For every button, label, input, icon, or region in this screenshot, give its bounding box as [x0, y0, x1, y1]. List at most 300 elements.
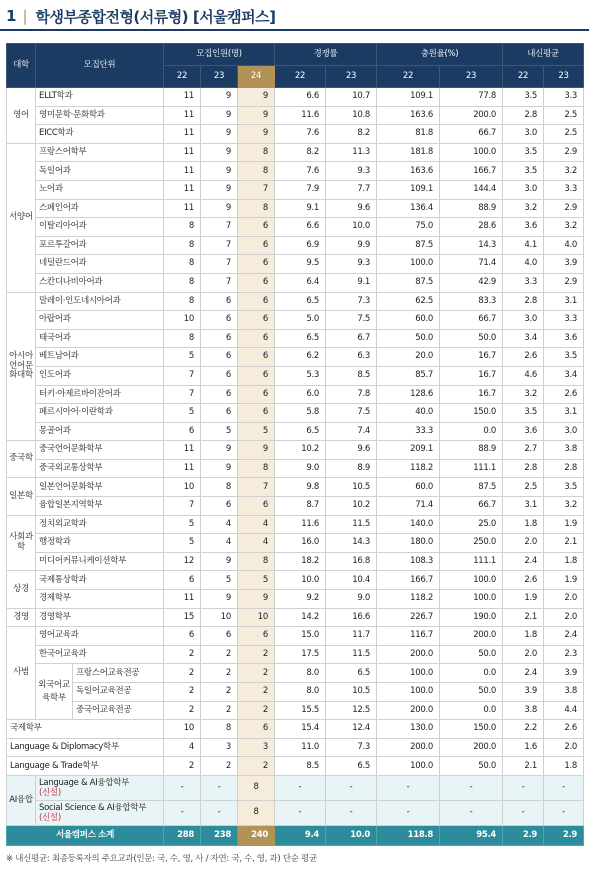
grade-23: 3.1: [544, 292, 584, 311]
grade-22: 3.0: [503, 180, 544, 199]
quota-23: 6: [201, 348, 238, 367]
quota-24: 6: [238, 255, 275, 274]
grade-23: 2.1: [544, 534, 584, 553]
grade-22: 3.2: [503, 199, 544, 218]
fill-rate-22: 118.2: [377, 459, 440, 478]
quota-23: 9: [201, 590, 238, 609]
quota-24: 2: [238, 701, 275, 720]
grade-23: 2.9: [544, 199, 584, 218]
college-group: 중국학: [7, 441, 36, 478]
quota-23: 6: [201, 329, 238, 348]
grade-22: 2.8: [503, 106, 544, 125]
unit-name: 정치외교학과: [36, 515, 164, 534]
grade-23: 3.2: [544, 497, 584, 516]
grade-23: 2.0: [544, 590, 584, 609]
grade-23: 2.8: [544, 459, 584, 478]
quota-24: 8: [238, 143, 275, 162]
total-quota-22: 288: [164, 825, 201, 845]
grade-22: -: [503, 800, 544, 825]
competition-23: 9.1: [326, 273, 377, 292]
quota-24: 9: [238, 590, 275, 609]
quota-24: 6: [238, 404, 275, 423]
grade-23: 3.5: [544, 478, 584, 497]
table-row: [7, 683, 584, 702]
quota-24: 3: [238, 738, 275, 757]
unit-name: 몽골어과: [36, 422, 164, 441]
quota-22: 2: [164, 645, 201, 664]
fill-rate-23: 66.7: [440, 311, 503, 330]
year-header: 22: [503, 66, 544, 88]
page-header: [6, 4, 276, 28]
unit-name: 노어과: [36, 180, 164, 199]
total-quota-24: 240: [238, 825, 275, 845]
table-row: [7, 236, 584, 255]
fill-rate-23: 88.9: [440, 199, 503, 218]
college-group: 사범: [7, 627, 36, 720]
grade-22: 1.6: [503, 738, 544, 757]
footnote: ※ 내신평균: 최종등록자의 주요교과(인문: 국, 수, 영, 사 / 자연: 국, 수, 영, 과) 단순 평균: [6, 854, 317, 864]
grade-23: 2.9: [544, 143, 584, 162]
unit-name: 영미문학·문화학과: [36, 106, 164, 125]
quota-24: 9: [238, 125, 275, 144]
fill-rate-23: 200.0: [440, 738, 503, 757]
fill-rate-23: 0.0: [440, 664, 503, 683]
unit-name: EICC학과: [36, 125, 164, 144]
quota-24: 8: [238, 199, 275, 218]
grade-23: 3.9: [544, 255, 584, 274]
competition-23: 9.6: [326, 441, 377, 460]
competition-23: 10.5: [326, 683, 377, 702]
grade-22: 2.8: [503, 292, 544, 311]
college-group: 아시아언어문화대학: [7, 292, 36, 441]
fill-rate-23: -: [440, 775, 503, 800]
fill-rate-22: 87.5: [377, 236, 440, 255]
grade-22: 3.5: [503, 404, 544, 423]
unit-name: 스페인어과: [36, 199, 164, 218]
quota-24: 6: [238, 218, 275, 237]
quota-22: 2: [164, 757, 201, 776]
unit-name-text: Language & AI융합학부: [39, 777, 130, 788]
year-header: 22: [275, 66, 326, 88]
col-fill-rate: 충원율(%): [377, 44, 503, 66]
year-header: 23: [440, 66, 503, 88]
quota-22: 15: [164, 608, 201, 627]
fill-rate-23: 16.7: [440, 348, 503, 367]
competition-22: 6.2: [275, 348, 326, 367]
college-group: 영어: [7, 88, 36, 144]
quota-22: 8: [164, 292, 201, 311]
table-body: [7, 88, 584, 846]
quota-22: 2: [164, 701, 201, 720]
subgroup-label: 외국어교육학부: [36, 664, 73, 720]
fill-rate-22: 140.0: [377, 515, 440, 534]
unit-name: [36, 800, 164, 825]
fill-rate-22: 100.0: [377, 255, 440, 274]
fill-rate-23: 66.7: [440, 497, 503, 516]
competition-23: -: [326, 775, 377, 800]
quota-23: 9: [201, 125, 238, 144]
quota-23: 9: [201, 199, 238, 218]
table-row: [7, 273, 584, 292]
quota-22: 5: [164, 515, 201, 534]
table-row: [7, 88, 584, 107]
grade-23: 2.5: [544, 125, 584, 144]
competition-23: 7.4: [326, 422, 377, 441]
fill-rate-23: -: [440, 800, 503, 825]
unit-name-text: Social Science & AI융합학부: [39, 802, 147, 813]
unit-name: [36, 775, 164, 800]
fill-rate-22: 40.0: [377, 404, 440, 423]
fill-rate-22: 81.8: [377, 125, 440, 144]
competition-22: 8.0: [275, 683, 326, 702]
quota-23: 7: [201, 218, 238, 237]
quota-24: 6: [238, 292, 275, 311]
quota-22: 6: [164, 571, 201, 590]
quota-23: 9: [201, 88, 238, 107]
grade-22: 1.8: [503, 515, 544, 534]
quota-22: 5: [164, 404, 201, 423]
competition-23: 10.5: [326, 478, 377, 497]
quota-23: 4: [201, 515, 238, 534]
fill-rate-23: 111.1: [440, 459, 503, 478]
college-group: 서양어: [7, 143, 36, 292]
fill-rate-23: 144.4: [440, 180, 503, 199]
unit-name: 태국어과: [36, 329, 164, 348]
table-row: [7, 701, 584, 720]
competition-22: 8.7: [275, 497, 326, 516]
competition-22: 11.6: [275, 515, 326, 534]
unit-name: 중국어교육전공: [73, 701, 164, 720]
quota-22: 11: [164, 106, 201, 125]
total-grade-22: 2.9: [503, 825, 544, 845]
unit-name: 중국외교통상학부: [36, 459, 164, 478]
table-row: [7, 515, 584, 534]
fill-rate-23: 87.5: [440, 478, 503, 497]
col-unit: 모집단위: [36, 44, 164, 88]
quota-22: 10: [164, 720, 201, 739]
quota-24: 6: [238, 497, 275, 516]
competition-22: 14.2: [275, 608, 326, 627]
quota-23: 2: [201, 701, 238, 720]
grade-23: 1.9: [544, 515, 584, 534]
competition-23: 11.5: [326, 515, 377, 534]
competition-22: 16.0: [275, 534, 326, 553]
grade-22: 3.3: [503, 273, 544, 292]
competition-23: 9.6: [326, 199, 377, 218]
fill-rate-22: 116.7: [377, 627, 440, 646]
quota-23: 8: [201, 720, 238, 739]
fill-rate-22: 200.0: [377, 701, 440, 720]
competition-22: 11.6: [275, 106, 326, 125]
grade-23: 1.9: [544, 571, 584, 590]
competition-22: 18.2: [275, 552, 326, 571]
quota-23: 4: [201, 534, 238, 553]
fill-rate-22: 181.8: [377, 143, 440, 162]
quota-24: 8: [238, 800, 275, 825]
competition-22: 15.0: [275, 627, 326, 646]
college-group: 일본학: [7, 478, 36, 515]
unit-name: 국제학부: [7, 720, 164, 739]
fill-rate-23: 111.1: [440, 552, 503, 571]
table-row-new: [7, 775, 584, 800]
competition-22: 8.2: [275, 143, 326, 162]
grade-22: 3.0: [503, 125, 544, 144]
grade-22: 3.5: [503, 143, 544, 162]
year-header: 23: [326, 66, 377, 88]
quota-24: 6: [238, 348, 275, 367]
table-row: [7, 590, 584, 609]
unit-name: ELLT학과: [36, 88, 164, 107]
table-row: [7, 422, 584, 441]
grade-22: 3.1: [503, 497, 544, 516]
competition-22: 10.0: [275, 571, 326, 590]
quota-23: 2: [201, 664, 238, 683]
unit-name: 인도어과: [36, 366, 164, 385]
grade-23: 2.6: [544, 385, 584, 404]
year-header: 23: [544, 66, 584, 88]
competition-23: 11.7: [326, 627, 377, 646]
grade-22: 4.0: [503, 255, 544, 274]
grade-22: 1.8: [503, 627, 544, 646]
fill-rate-22: -: [377, 775, 440, 800]
quota-24: 9: [238, 88, 275, 107]
college-group: 사회과학: [7, 515, 36, 571]
quota-23: 8: [201, 478, 238, 497]
fill-rate-23: 71.4: [440, 255, 503, 274]
fill-rate-22: 136.4: [377, 199, 440, 218]
fill-rate-23: 200.0: [440, 627, 503, 646]
quota-24: 6: [238, 311, 275, 330]
quota-22: 7: [164, 497, 201, 516]
fill-rate-23: 150.0: [440, 720, 503, 739]
college-group: 상경: [7, 571, 36, 608]
quota-23: 5: [201, 422, 238, 441]
grade-23: 2.4: [544, 627, 584, 646]
header-rule: [0, 29, 589, 31]
col-competition: 경쟁률: [275, 44, 377, 66]
competition-23: 10.2: [326, 497, 377, 516]
fill-rate-22: 200.0: [377, 645, 440, 664]
grade-23: 2.9: [544, 273, 584, 292]
quota-24: 6: [238, 627, 275, 646]
quota-22: 11: [164, 441, 201, 460]
grade-23: 4.0: [544, 236, 584, 255]
unit-name: 독일어교육전공: [73, 683, 164, 702]
competition-23: 6.5: [326, 757, 377, 776]
competition-22: 8.0: [275, 664, 326, 683]
unit-name: 경제학부: [36, 590, 164, 609]
competition-23: 9.3: [326, 162, 377, 181]
grade-22: 2.2: [503, 720, 544, 739]
new-badge: (신설): [39, 787, 61, 798]
competition-22: 6.0: [275, 385, 326, 404]
fill-rate-22: 60.0: [377, 478, 440, 497]
quota-24: 6: [238, 720, 275, 739]
quota-22: 10: [164, 478, 201, 497]
competition-22: 5.8: [275, 404, 326, 423]
competition-23: 7.3: [326, 292, 377, 311]
competition-23: 6.7: [326, 329, 377, 348]
quota-22: 2: [164, 683, 201, 702]
table-row: [7, 404, 584, 423]
quota-23: 9: [201, 180, 238, 199]
fill-rate-22: 62.5: [377, 292, 440, 311]
competition-22: 6.9: [275, 236, 326, 255]
competition-23: 16.6: [326, 608, 377, 627]
quota-22: 11: [164, 459, 201, 478]
fill-rate-22: 85.7: [377, 366, 440, 385]
fill-rate-23: 77.8: [440, 88, 503, 107]
college-group: AI융합: [7, 775, 36, 825]
grade-22: 3.6: [503, 218, 544, 237]
fill-rate-22: 109.1: [377, 88, 440, 107]
table-row: [7, 441, 584, 460]
quota-22: 8: [164, 236, 201, 255]
grade-23: 3.9: [544, 664, 584, 683]
grade-22: 4.6: [503, 366, 544, 385]
quota-22: 11: [164, 162, 201, 181]
competition-23: 6.3: [326, 348, 377, 367]
grade-22: 3.2: [503, 385, 544, 404]
fill-rate-23: 50.0: [440, 329, 503, 348]
competition-22: 9.8: [275, 478, 326, 497]
quota-22: 8: [164, 329, 201, 348]
fill-rate-23: 0.0: [440, 701, 503, 720]
fill-rate-23: 25.0: [440, 515, 503, 534]
grade-22: 1.9: [503, 590, 544, 609]
table-row: [7, 738, 584, 757]
table-row: [7, 125, 584, 144]
total-competition-22: 9.4: [275, 825, 326, 845]
competition-22: -: [275, 800, 326, 825]
grade-22: 2.8: [503, 459, 544, 478]
grade-23: 3.0: [544, 422, 584, 441]
competition-22: 11.0: [275, 738, 326, 757]
quota-23: 6: [201, 497, 238, 516]
col-college: 대학: [7, 44, 36, 88]
quota-22: 12: [164, 552, 201, 571]
competition-22: 8.5: [275, 757, 326, 776]
fill-rate-22: 180.0: [377, 534, 440, 553]
table-row: [7, 366, 584, 385]
fill-rate-22: 163.6: [377, 106, 440, 125]
unit-name: 말레이·인도네시아어과: [36, 292, 164, 311]
unit-name: 페르시아어·이란학과: [36, 404, 164, 423]
fill-rate-23: 150.0: [440, 404, 503, 423]
grade-22: 2.0: [503, 645, 544, 664]
quota-23: 7: [201, 273, 238, 292]
grade-22: 3.8: [503, 701, 544, 720]
total-fill-rate-22: 118.8: [377, 825, 440, 845]
competition-22: 6.6: [275, 218, 326, 237]
table-row: [7, 571, 584, 590]
competition-23: 12.4: [326, 720, 377, 739]
table-total-row: [7, 825, 584, 845]
competition-23: 16.8: [326, 552, 377, 571]
quota-22: 6: [164, 627, 201, 646]
fill-rate-22: 109.1: [377, 180, 440, 199]
competition-23: 6.5: [326, 664, 377, 683]
fill-rate-23: 100.0: [440, 590, 503, 609]
quota-22: 11: [164, 143, 201, 162]
grade-23: 2.0: [544, 738, 584, 757]
quota-24: 4: [238, 515, 275, 534]
fill-rate-23: 14.3: [440, 236, 503, 255]
quota-24: 2: [238, 664, 275, 683]
unit-name: Language & Diplomacy학부: [7, 738, 164, 757]
competition-23: -: [326, 800, 377, 825]
quota-24: 6: [238, 273, 275, 292]
grade-22: 3.4: [503, 329, 544, 348]
quota-24: 8: [238, 775, 275, 800]
competition-23: 7.3: [326, 738, 377, 757]
unit-name: 경영학부: [36, 608, 164, 627]
table-row: [7, 478, 584, 497]
quota-23: 6: [201, 385, 238, 404]
quota-22: 10: [164, 311, 201, 330]
year-header-highlight: 24: [238, 66, 275, 88]
quota-23: 9: [201, 441, 238, 460]
competition-23: 9.3: [326, 255, 377, 274]
fill-rate-22: 100.0: [377, 664, 440, 683]
table-row: [7, 627, 584, 646]
unit-name: Language & Trade학부: [7, 757, 164, 776]
fill-rate-23: 190.0: [440, 608, 503, 627]
grade-23: 3.6: [544, 329, 584, 348]
competition-23: 9.0: [326, 590, 377, 609]
quota-24: 8: [238, 552, 275, 571]
competition-22: 5.3: [275, 366, 326, 385]
quota-24: 2: [238, 645, 275, 664]
competition-23: 7.7: [326, 180, 377, 199]
competition-22: 15.4: [275, 720, 326, 739]
quota-23: 6: [201, 404, 238, 423]
quota-24: 6: [238, 366, 275, 385]
quota-23: 2: [201, 683, 238, 702]
quota-24: 2: [238, 683, 275, 702]
fill-rate-22: 60.0: [377, 311, 440, 330]
unit-name: 터키·아제르바이잔어과: [36, 385, 164, 404]
col-grade: 내신평균: [503, 44, 584, 66]
competition-23: 11.3: [326, 143, 377, 162]
competition-22: 6.5: [275, 292, 326, 311]
grade-22: 4.1: [503, 236, 544, 255]
competition-23: 7.8: [326, 385, 377, 404]
table-row: [7, 757, 584, 776]
table-row: [7, 199, 584, 218]
grade-22: 2.5: [503, 478, 544, 497]
table-row: [7, 329, 584, 348]
fill-rate-22: 166.7: [377, 571, 440, 590]
fill-rate-22: 200.0: [377, 738, 440, 757]
total-quota-23: 238: [201, 825, 238, 845]
grade-23: 3.8: [544, 683, 584, 702]
table-row: [7, 459, 584, 478]
quota-22: 4: [164, 738, 201, 757]
competition-22: 7.6: [275, 125, 326, 144]
total-label: 서울캠퍼스 소계: [7, 825, 164, 845]
table-row-new: [7, 800, 584, 825]
grade-23: 3.4: [544, 366, 584, 385]
grade-23: 3.3: [544, 88, 584, 107]
grade-22: 2.6: [503, 571, 544, 590]
fill-rate-23: 0.0: [440, 422, 503, 441]
table-row: [7, 143, 584, 162]
unit-name: 융합일본지역학부: [36, 497, 164, 516]
grade-23: 2.0: [544, 608, 584, 627]
year-header: 22: [164, 66, 201, 88]
col-quota: 모집인원(명): [164, 44, 275, 66]
